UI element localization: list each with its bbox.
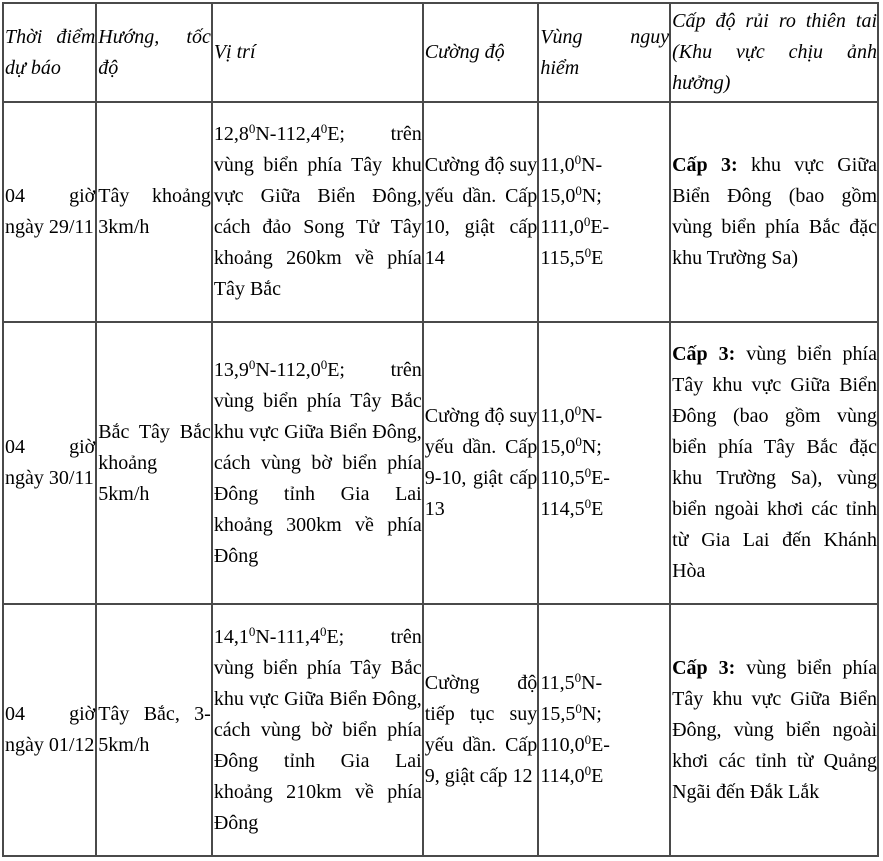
degree-mark: 0	[575, 183, 582, 198]
degree-mark: 0	[584, 732, 592, 747]
lon-from: 111,0	[540, 216, 584, 238]
lon-to: 115,5	[540, 247, 585, 269]
danger-zone-cell: 11,5$^0$N- 15,5$^0$N; 110,0$^0$E- 114,0$^0$E	[538, 604, 670, 856]
degree-mark: 0	[584, 496, 592, 511]
degree-mark: 0	[574, 403, 582, 418]
position-cell	[212, 604, 423, 856]
lon-unit: E;	[327, 358, 345, 381]
degree-mark: 0	[320, 121, 328, 136]
degree-mark: 0	[584, 245, 592, 260]
forecast-time-cell: 04 giờ ngày 01/12	[3, 604, 96, 856]
storm-forecast-table	[2, 2, 879, 857]
degree-mark: 0	[574, 670, 582, 685]
header-danger-zone: Vùng nguy hiểm	[538, 3, 670, 102]
header-intensity: Cường độ	[423, 3, 539, 102]
danger-zone-cell: 11,0$^0$N- 15,0$^0$N; 111,0$^0$E- 115,5$^0$E	[538, 102, 670, 322]
lat-unit: N-	[255, 358, 277, 381]
degree-mark: 0	[319, 623, 327, 639]
risk-level-label: Cấp 3:	[672, 154, 738, 176]
direction-speed-cell: Tây Bắc, 3-5km/h	[96, 604, 212, 856]
risk-level-label: Cấp 3:	[672, 343, 736, 365]
position-description: trên vùng biển phía Tây khu vực Giữa Biển Đông, cách đảo Song Tử Tây khoảng 260km về phía Tây Bắc	[213, 123, 422, 300]
position-cell	[212, 322, 423, 604]
lon-from: 110,5	[540, 467, 585, 489]
degree-mark: 0	[574, 152, 582, 167]
header-forecast-time: Thời điểm dự báo	[3, 3, 96, 102]
degree-mark: 0	[575, 701, 582, 716]
risk-level-cell	[670, 102, 878, 322]
lon-value: 112,4	[276, 123, 321, 145]
lat-unit: N-	[255, 123, 277, 145]
lat-value: 12,8	[213, 123, 249, 145]
degree-mark: 0	[248, 623, 256, 639]
danger-zone-cell: 11,0$^0$N- 15,0$^0$N; 110,5$^0$E- 114,5$^0$E	[538, 322, 670, 604]
forecast-time-cell: 04 giờ ngày 30/11	[3, 322, 96, 604]
risk-level-label: Cấp 3:	[672, 656, 736, 679]
lon-from: 110,0	[540, 734, 585, 756]
risk-level-cell	[670, 322, 878, 604]
position-cell	[212, 102, 423, 322]
risk-area: vùng biển phía Tây khu vực Giữa Biển Đông (bao gồm vùng biển phía Tây Bắc đặc khu Trường Sa), vùng biển ngoài khơi các tỉnh từ Gia Lai đến Khánh Hòa	[672, 343, 877, 582]
intensity-cell: Cường độ suy yếu dần. Cấp 10, giật cấp 14	[423, 102, 539, 322]
table-header-row	[3, 3, 878, 102]
position-description: trên vùng biển phía Tây Bắc khu vực Giữa Biển Đông, cách vùng bờ biển phía Đông tỉnh Gia Lai khoảng 210km về phía Đông	[213, 625, 422, 834]
lat-to: 15,5	[540, 703, 576, 725]
lat-from: 11,0	[540, 154, 575, 176]
direction-speed-cell: Bắc Tây Bắc khoảng 5km/h	[96, 322, 212, 604]
degree-mark: 0	[584, 763, 592, 778]
position-description: trên vùng biển phía Tây Bắc khu vực Giữa Biển Đông, cách vùng bờ biển phía Đông tỉnh Gia Lai khoảng 300km về phía Đông	[213, 358, 422, 567]
risk-level-cell	[670, 604, 878, 856]
lat-value: 14,1	[213, 625, 249, 648]
lon-to: 114,0	[540, 765, 585, 787]
lat-to: 15,0	[540, 185, 576, 207]
lat-from: 11,5	[540, 672, 575, 694]
degree-mark: 0	[575, 434, 582, 449]
lon-value: 111,4	[276, 625, 320, 648]
lat-unit: N-	[255, 625, 277, 648]
direction-speed-cell: Tây khoảng 3km/h	[96, 102, 212, 322]
lon-to: 114,5	[540, 498, 585, 520]
degree-mark: 0	[320, 356, 328, 372]
table-row	[3, 102, 878, 322]
degree-mark: 0	[584, 465, 592, 480]
table-row	[3, 604, 878, 856]
degree-mark: 0	[248, 121, 256, 136]
table-row	[3, 322, 878, 604]
forecast-time-cell: 04 giờ ngày 29/11	[3, 102, 96, 322]
lon-unit: E;	[327, 123, 345, 145]
lat-value: 13,9	[213, 358, 249, 381]
lat-from: 11,0	[540, 405, 575, 427]
risk-area: vùng biển phía Tây khu vực Giữa Biển Đông, vùng biển ngoài khơi các tỉnh từ Quảng Ngãi đến Đắk Lắk	[672, 656, 877, 803]
lat-to: 15,0	[540, 436, 576, 458]
risk-area: khu vực Giữa Biển Đông (bao gồm vùng biển phía Bắc đặc khu Trường Sa)	[672, 154, 877, 269]
degree-mark: 0	[583, 214, 591, 229]
header-direction-speed: Hướng, tốc độ	[96, 3, 212, 102]
intensity-cell: Cường độ tiếp tục suy yếu dần. Cấp 9, giật cấp 12	[423, 604, 539, 856]
lon-value: 112,0	[276, 358, 321, 381]
lon-unit: E;	[326, 625, 345, 648]
header-position: Vị trí	[212, 3, 423, 102]
intensity-cell: Cường độ suy yếu dần. Cấp 9-10, giật cấp 13	[423, 322, 539, 604]
degree-mark: 0	[248, 356, 256, 372]
header-risk-level: Cấp độ rủi ro thiên tai (Khu vực chịu ảnh hưởng)	[670, 3, 878, 102]
